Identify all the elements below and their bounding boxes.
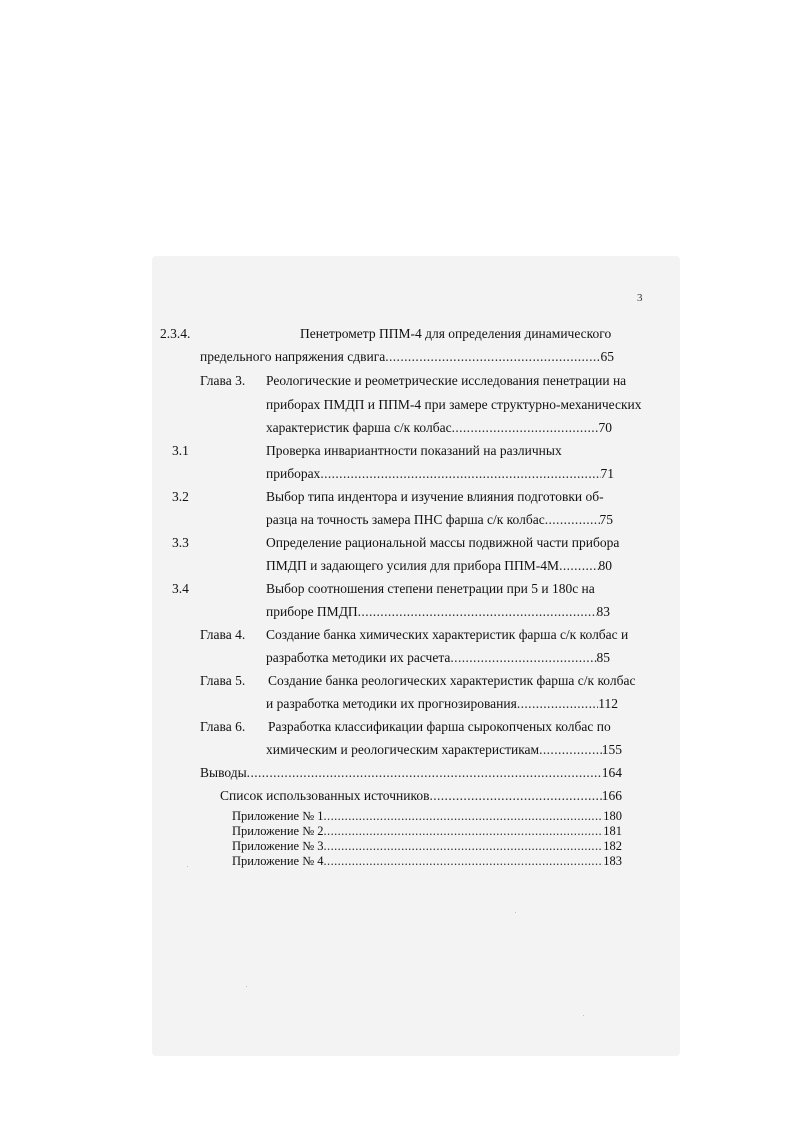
toc-entry-text: Приложение № 3 xyxy=(232,839,324,853)
toc-entry-text: разработка методики их расчета xyxy=(266,650,451,665)
toc-entry-text: разца на точность замера ПНС фарша с/к колбас xyxy=(266,512,545,527)
toc-entry-text: приборе ПМДП xyxy=(266,604,358,619)
toc-entry-leader xyxy=(266,466,614,482)
toc-page-number: 75 xyxy=(599,512,613,527)
toc-appendix-3 xyxy=(232,839,622,854)
toc-page-number: 70 xyxy=(598,420,612,435)
dot-leader xyxy=(324,809,604,824)
toc-entry-text: химическим и реологическим характеристикам xyxy=(266,742,540,757)
toc-page-number: 85 xyxy=(596,650,610,665)
toc-entry-leader xyxy=(266,512,613,528)
toc-entry-leader xyxy=(266,604,610,620)
toc-entry-text: Приложение № 2 xyxy=(232,824,324,838)
toc-entry-text: ПМДП и задающего усилия для прибора ППМ-4М xyxy=(266,558,560,573)
toc-entry-text: предельного напряжения сдвига xyxy=(200,349,386,364)
toc-page-number: 65 xyxy=(600,349,614,364)
dot-leader xyxy=(429,788,601,804)
dot-leader xyxy=(320,466,600,482)
toc-page-number: 112 xyxy=(598,696,618,711)
toc-chapter-label: Глава 3. xyxy=(200,373,246,388)
dot-leader xyxy=(539,742,602,758)
scan-speck xyxy=(187,866,188,867)
toc-page-number: 166 xyxy=(601,788,622,803)
toc-number: 3.4 xyxy=(172,581,189,596)
toc-chapter-label: Глава 6. xyxy=(200,719,246,734)
page-number: 3 xyxy=(637,292,643,304)
toc-entry-text: Приложение № 4 xyxy=(232,854,324,868)
dot-leader xyxy=(559,558,598,574)
toc-entry-text: Разработка классификации фарша сырокопченых колбас по xyxy=(268,719,611,734)
toc-entry-leader xyxy=(266,650,610,666)
toc-entry-text: и разработка методики их прогнозирования xyxy=(266,696,517,711)
scan-speck xyxy=(515,912,516,913)
toc-page-number: 183 xyxy=(603,854,622,868)
toc-page-number: 182 xyxy=(603,839,622,853)
dot-leader xyxy=(452,420,599,436)
toc-appendix-1 xyxy=(232,809,622,824)
toc-entry-leader xyxy=(266,558,612,574)
dot-leader xyxy=(247,765,602,781)
toc-entry-text: Выбор типа индентора и изучение влияния подготовки об- xyxy=(266,489,604,504)
toc-entry-leader xyxy=(266,696,618,712)
scan-speck xyxy=(583,1015,584,1016)
dot-leader xyxy=(517,696,598,712)
toc-entry-leader xyxy=(200,349,614,365)
dot-leader xyxy=(358,604,597,620)
toc-entry-text: Создание банка реологических характеристик фарша с/к колбас xyxy=(268,673,636,688)
toc-page-number: 155 xyxy=(601,742,622,757)
toc-number: 3.1 xyxy=(172,443,189,458)
toc-entry-text: приборах ПМДП и ППМ-4 при замере структурно-механических xyxy=(266,397,642,412)
dot-leader xyxy=(324,854,604,869)
toc-entry-text: Выводы xyxy=(200,765,247,780)
toc-appendix-4 xyxy=(232,854,622,869)
toc-chapter-label: Глава 5. xyxy=(200,673,246,688)
toc-entry-leader xyxy=(200,765,622,781)
toc-page-number: 80 xyxy=(598,558,612,573)
toc-entry-text: приборах xyxy=(266,466,321,481)
toc-page-number: 71 xyxy=(600,466,614,481)
toc-entry-text: Выбор соотношения степени пенетрации при 5 и 180с на xyxy=(266,581,595,596)
toc-page-number: 83 xyxy=(596,604,610,619)
dot-leader xyxy=(450,650,596,666)
toc-entry-leader xyxy=(266,742,622,758)
toc-chapter-label: Глава 4. xyxy=(200,627,246,642)
toc-entry-text: Приложение № 1 xyxy=(232,809,324,823)
toc-entry-text: Определение рациональной массы подвижной части прибора xyxy=(266,535,620,550)
toc-entry-text: характеристик фарша с/к колбас xyxy=(266,420,452,435)
toc-entry-text: Реологические и реометрические исследования пенетрации на xyxy=(266,373,627,388)
toc-entry-text: Проверка инвариантности показаний на различных xyxy=(266,443,562,458)
scan-speck xyxy=(246,986,247,987)
toc-entry-text: Создание банка химических характеристик фарша с/к колбас и xyxy=(266,627,629,642)
toc-entry-leader xyxy=(220,788,622,804)
toc-entry-leader xyxy=(266,420,612,436)
dot-leader xyxy=(545,512,600,528)
toc-page-number: 181 xyxy=(603,824,622,838)
dot-leader xyxy=(385,349,600,365)
dot-leader xyxy=(324,824,604,839)
toc-page-number: 180 xyxy=(603,809,622,823)
toc-page-number: 164 xyxy=(601,765,622,780)
toc-number: 3.2 xyxy=(172,489,189,504)
toc-number: 2.3.4. xyxy=(160,326,191,341)
dot-leader xyxy=(324,839,604,854)
toc-entry-text: Список использованных источников xyxy=(220,788,430,803)
toc-number: 3.3 xyxy=(172,535,189,550)
toc-entry-text: Пенетрометр ППМ-4 для определения динамического xyxy=(300,326,612,341)
toc-appendix-2 xyxy=(232,824,622,839)
